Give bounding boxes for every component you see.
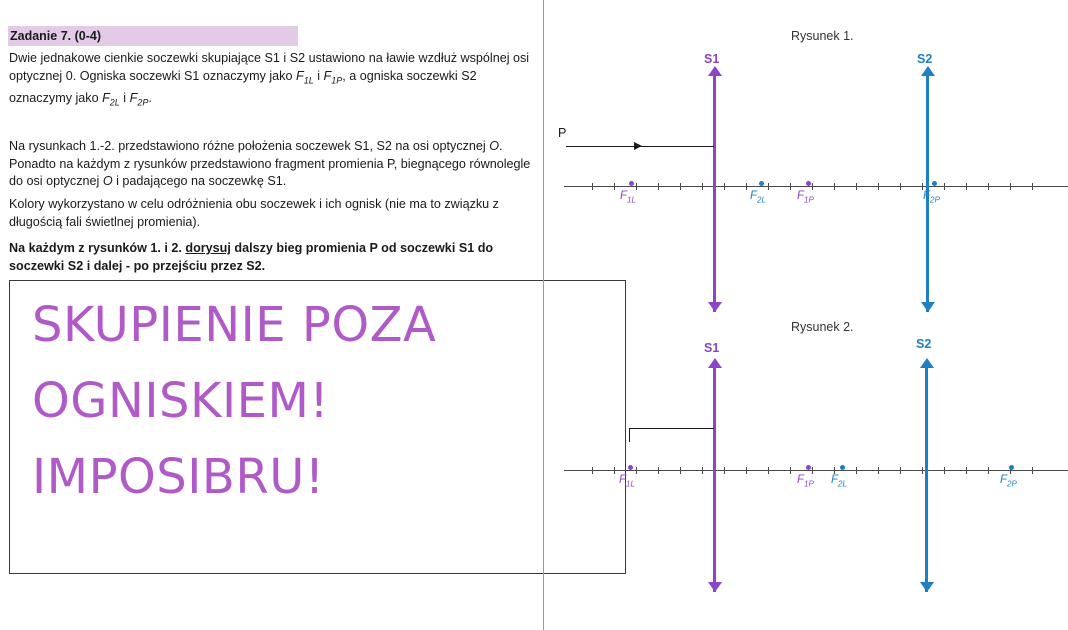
overlay-line-2: OGNISKIEM! bbox=[32, 373, 330, 429]
axis-tick bbox=[592, 183, 593, 190]
figure-2-focal-point-f2p bbox=[1009, 465, 1014, 470]
task-header bbox=[8, 26, 298, 46]
overlay-line-3: IMPOSIBRU! bbox=[32, 449, 325, 505]
axis-tick bbox=[658, 183, 659, 190]
axis-tick bbox=[768, 183, 769, 190]
paragraph-4-underlined: dorysuj bbox=[185, 241, 231, 255]
axis-tick bbox=[768, 467, 769, 474]
figures-column bbox=[544, 0, 1068, 630]
paragraph-2 bbox=[9, 138, 534, 191]
axis-tick bbox=[746, 183, 747, 190]
axis-tick bbox=[724, 467, 725, 474]
figure-2-focal-label-f2l: $F_{2L}$ bbox=[831, 474, 847, 489]
figure-1-focal-label-f1p: $F_{1P}$ bbox=[797, 190, 814, 205]
figure-1-ray-label-p: P bbox=[558, 126, 567, 140]
figure-1-focal-point-f2p bbox=[932, 181, 937, 186]
figure-1-title: Rysunek 1. bbox=[791, 29, 854, 43]
axis-tick bbox=[900, 183, 901, 190]
axis-tick bbox=[658, 467, 659, 474]
paragraph-4-text-a: Na każdym z rysunków 1. i 2. bbox=[9, 241, 186, 255]
figure-1-focal-point-f1p bbox=[806, 181, 811, 186]
axis-tick bbox=[812, 183, 813, 190]
paragraph-4 bbox=[9, 240, 534, 275]
axis-tick bbox=[636, 467, 637, 474]
axis-tick bbox=[636, 183, 637, 190]
symbol-axis-o-2: O bbox=[102, 174, 113, 188]
figure-2-incident-ray bbox=[629, 428, 714, 429]
symbol-f2l: $F_{2L}$ bbox=[102, 90, 120, 108]
axis-tick bbox=[878, 183, 879, 190]
axis-tick bbox=[702, 183, 703, 190]
axis-tick bbox=[790, 467, 791, 474]
axis-tick bbox=[702, 467, 703, 474]
figure-2-focal-label-f2p: $F_{2P}$ bbox=[1000, 474, 1017, 489]
axis-tick bbox=[988, 183, 989, 190]
axis-tick bbox=[834, 467, 835, 474]
figure-1-focal-point-f2l bbox=[759, 181, 764, 186]
overlay-line-1: SKUPIENIE POZA bbox=[32, 297, 437, 353]
axis-tick bbox=[614, 467, 615, 474]
axis-tick bbox=[856, 467, 857, 474]
paragraph-1-text-a: Dwie jednakowe cienkie soczewki skupiające S1 i S2 ustawiono na ławie wzdłuż wspólnej osi optycznej 0. Ogniska soczewki S1 oznaczymy jako bbox=[9, 51, 530, 83]
axis-tick bbox=[922, 467, 923, 474]
axis-tick bbox=[834, 183, 835, 190]
task-header-label: Zadanie 7. (0-4) bbox=[10, 29, 101, 43]
symbol-axis-o-1: O bbox=[489, 139, 500, 153]
paragraph-1-text-b: , a ogniska soczewki S2 oznaczymy jako bbox=[9, 68, 477, 105]
axis-tick bbox=[746, 467, 747, 474]
axis-tick bbox=[944, 467, 945, 474]
paragraph-2-text-b: . Ponadto na każdym z rysunków przedstawiono fragment promienia P, biegnącego równolegle do osi optycznej bbox=[9, 139, 531, 188]
figure-1-focal-label-f1l: $F_{1L}$ bbox=[620, 190, 636, 205]
axis-tick bbox=[944, 183, 945, 190]
axis-tick bbox=[680, 183, 681, 190]
paragraph-1 bbox=[9, 50, 534, 112]
paragraph-4-text-b: dalszy bieg promienia P od soczewki S1 do soczewki S2 i dalej - po przejściu przez S2. bbox=[9, 241, 494, 273]
paragraph-2-text-a: Na rysunkach 1.-2. przedstawiono różne położenia soczewek S1, S2 na osi optycznej bbox=[9, 139, 490, 153]
figure-1-optical-axis bbox=[564, 186, 1068, 187]
figure-2-optical-axis bbox=[564, 470, 1068, 471]
paragraph-1-conj-2: i bbox=[119, 90, 130, 105]
axis-tick bbox=[614, 183, 615, 190]
axis-tick bbox=[724, 183, 725, 190]
figure-2-lens-s2-label: S2 bbox=[916, 337, 932, 351]
overlay-annotation-box bbox=[9, 280, 626, 574]
figure-1-focal-point-f1l bbox=[629, 181, 634, 186]
figure-1-lens-s1-label: S1 bbox=[704, 52, 720, 66]
figure-1-ray-arrowhead bbox=[634, 142, 642, 150]
symbol-f1l: $F_{1L}$ bbox=[295, 68, 314, 86]
figure-2-lens-s1-label: S1 bbox=[704, 341, 720, 355]
axis-tick bbox=[1010, 183, 1011, 190]
figure-2-focal-point-f1l bbox=[628, 465, 633, 470]
figure-1-focal-label-f2l: $F_{2L}$ bbox=[750, 190, 766, 205]
axis-tick bbox=[966, 467, 967, 474]
axis-tick bbox=[856, 183, 857, 190]
axis-tick bbox=[1032, 183, 1033, 190]
axis-tick bbox=[790, 183, 791, 190]
axis-tick bbox=[966, 183, 967, 190]
axis-tick bbox=[680, 467, 681, 474]
axis-tick bbox=[878, 467, 879, 474]
axis-tick bbox=[592, 467, 593, 474]
figure-1-focal-label-f2p: $F_{2P}$ bbox=[923, 190, 940, 205]
paragraph-3: Kolory wykorzystano w celu odróżnienia obu soczewek i ich ognisk (nie ma to związku z długością fali świetlnej promienia). bbox=[9, 197, 499, 229]
figure-2-focal-label-f1p: $F_{1P}$ bbox=[797, 474, 814, 489]
paragraph-1-conj-1: i bbox=[313, 68, 324, 83]
paragraph-1-text-end: . bbox=[148, 90, 152, 105]
figure-1-lens-s2-label: S2 bbox=[917, 52, 933, 66]
figure-2-focal-label-f1l: $F_{1L}$ bbox=[619, 474, 635, 489]
axis-tick bbox=[988, 467, 989, 474]
symbol-f2p: $F_{2P}$ bbox=[129, 90, 149, 108]
axis-tick bbox=[922, 183, 923, 190]
axis-tick bbox=[812, 467, 813, 474]
figure-2-ray-connector bbox=[629, 428, 630, 442]
axis-tick bbox=[1032, 467, 1033, 474]
figure-2-focal-point-f1p bbox=[806, 465, 811, 470]
figure-2-title: Rysunek 2. bbox=[791, 320, 854, 334]
axis-tick bbox=[900, 467, 901, 474]
figure-2-focal-point-f2l bbox=[840, 465, 845, 470]
symbol-f1p: $F_{1P}$ bbox=[323, 68, 343, 86]
paragraph-2-text-c: i padającego na soczewkę S1. bbox=[112, 174, 287, 188]
